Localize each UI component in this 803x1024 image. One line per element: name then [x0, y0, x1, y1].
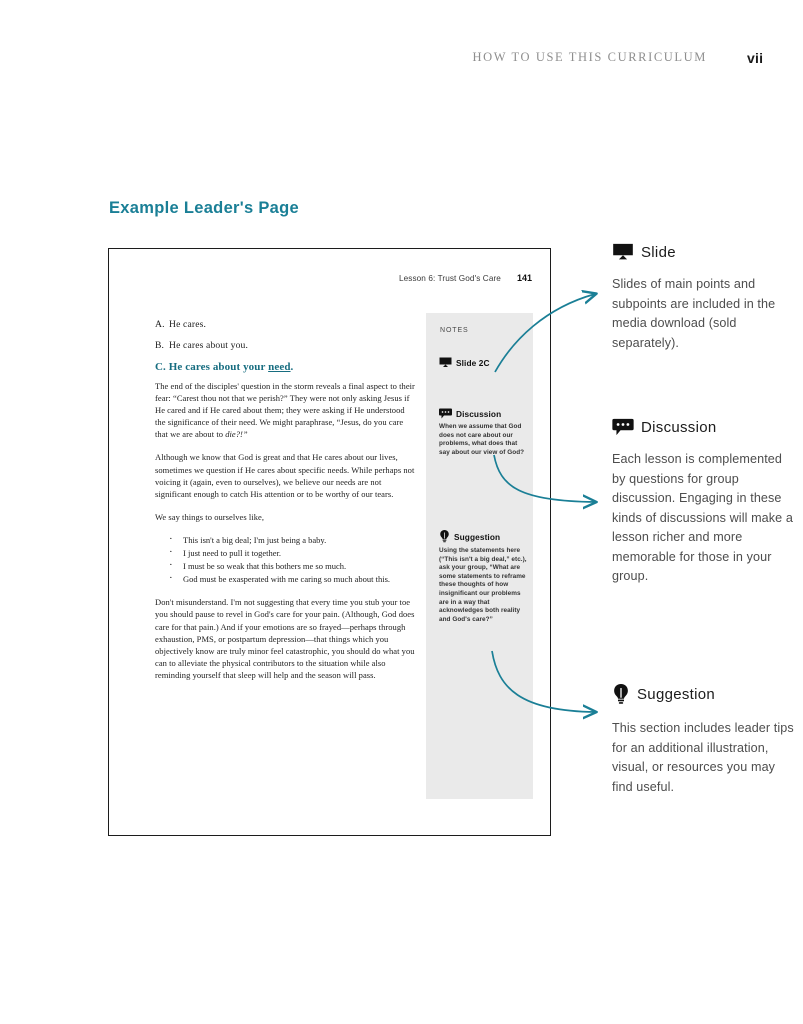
slide-icon [612, 243, 634, 261]
outline-heading-underlined: need [268, 361, 291, 373]
list-item: · I must be so weak that this bothers me so much. [169, 560, 417, 572]
list-item: · This isn't a big deal; I'm just being a baby. [169, 534, 417, 546]
notes-block-title: Suggestion [454, 531, 501, 542]
notes-block-header [439, 408, 527, 419]
notes-block-text: Using the statements here (“This isn't a big deal,” etc.), ask your group, “What are some statements to reframe these thoughts of how insignificant our problems are in a way that acknowledges both reality and God's care?” [439, 547, 527, 623]
annotation-text: This section includes leader tips for an additional illustration, visual, or resources you may find useful. [612, 721, 794, 794]
list-item: · I just need to pull it together. [169, 547, 417, 559]
lightbulb-icon [612, 684, 630, 705]
running-head [0, 50, 803, 74]
discussion-icon [439, 408, 452, 419]
notes-block-discussion [439, 408, 527, 457]
page-number: vii [747, 50, 764, 66]
annotation-text: Each lesson is complemented by questions for group discussion. Engaging in these kinds of discussions will make a lesson richer and more memorable for those in your group. [612, 452, 793, 583]
outline-heading-after: . [290, 361, 294, 373]
annotation-title: Discussion [641, 418, 717, 436]
running-head-title: HOW TO USE THIS CURRICULUM [472, 50, 707, 64]
notes-label: NOTES [440, 327, 469, 334]
slide-icon [439, 357, 452, 368]
annotation-title: Suggestion [637, 686, 716, 703]
annotation-slide [612, 243, 797, 353]
sample-paragraph-1-text: The end of the disciples' question in the storm reveals a final aspect to their fear: “Carest thou not that we perish?” They were not only asking Jesus if He cared and if He cared about them; they were asking if He understood the significance of their need. We might paraphrase, “Jesus, do you care that we are about to [155, 381, 415, 440]
outline-heading [155, 361, 417, 373]
lightbulb-icon [439, 530, 450, 543]
outline-letter: B. [155, 340, 165, 351]
notes-block-slide [439, 357, 527, 372]
discussion-icon [612, 418, 634, 436]
outline-heading-before: He cares about your [168, 361, 269, 373]
notes-block-title: Discussion [456, 408, 502, 419]
notes-sidebar [426, 313, 533, 799]
sample-page-lesson-label: Lesson 6: Trust God's Care [398, 274, 501, 283]
sample-page-number: 141 [516, 273, 532, 283]
annotation-discussion [612, 418, 797, 587]
outline-letter: A. [155, 319, 165, 330]
sample-bullet-list [155, 534, 417, 585]
outline-item [155, 319, 417, 330]
sample-paragraph-1 [155, 380, 417, 440]
sample-paragraph-1-italic: die?!” [225, 429, 248, 440]
annotation-header [612, 684, 797, 705]
annotation-title: Slide [641, 243, 676, 261]
sample-page-header [399, 273, 532, 283]
page-title: Example Leader's Page [109, 199, 299, 217]
notes-block-text: When we assume that God does not care about our problems, what does that say about our view of God? [439, 423, 525, 456]
annotation-text: Slides of main points and subpoints are included in the media download (sold separately). [612, 277, 776, 350]
outline-text: He cares about you. [169, 340, 249, 351]
annotation-suggestion [612, 684, 797, 797]
outline-item [155, 340, 417, 351]
notes-block-header [439, 357, 527, 368]
sample-paragraph-2: Although we know that God is great and that He cares about our lives, sometimes we question if He cares about specific needs. While perhaps not voicing it (again, even to ourselves), we believe our needs are not significant enough to catch His attention or to be worthy of our tears. [155, 452, 415, 499]
notes-block-suggestion [439, 530, 527, 624]
notes-block-header [439, 530, 527, 543]
sample-paragraph-3: We say things to ourselves like, [155, 511, 265, 522]
annotation-header [612, 243, 797, 261]
annotation-header [612, 418, 797, 436]
example-page-frame [108, 248, 551, 836]
outline-heading-letter: C. [155, 361, 166, 373]
outline-text: He cares. [169, 319, 207, 330]
list-item: · God must be exasperated with me caring so much about this. [169, 573, 417, 585]
notes-block-title: Slide 2C [456, 357, 490, 368]
sample-paragraph-closing: Don't misunderstand. I'm not suggesting that every time you stub your toe you should pause to revel in God's care for your pain. (Although, God does care for that pain.) And if your emotions are so frayed—perhaps through exhaustion, PMS, or postpartum depression—that things which you objectively know are truly minor feel catastrophic, you should do what you can to alleviate the physical contributors to the situation while also reminding yourself that sleep will help and the season will pass. [155, 597, 415, 680]
sample-page-body [155, 319, 417, 692]
